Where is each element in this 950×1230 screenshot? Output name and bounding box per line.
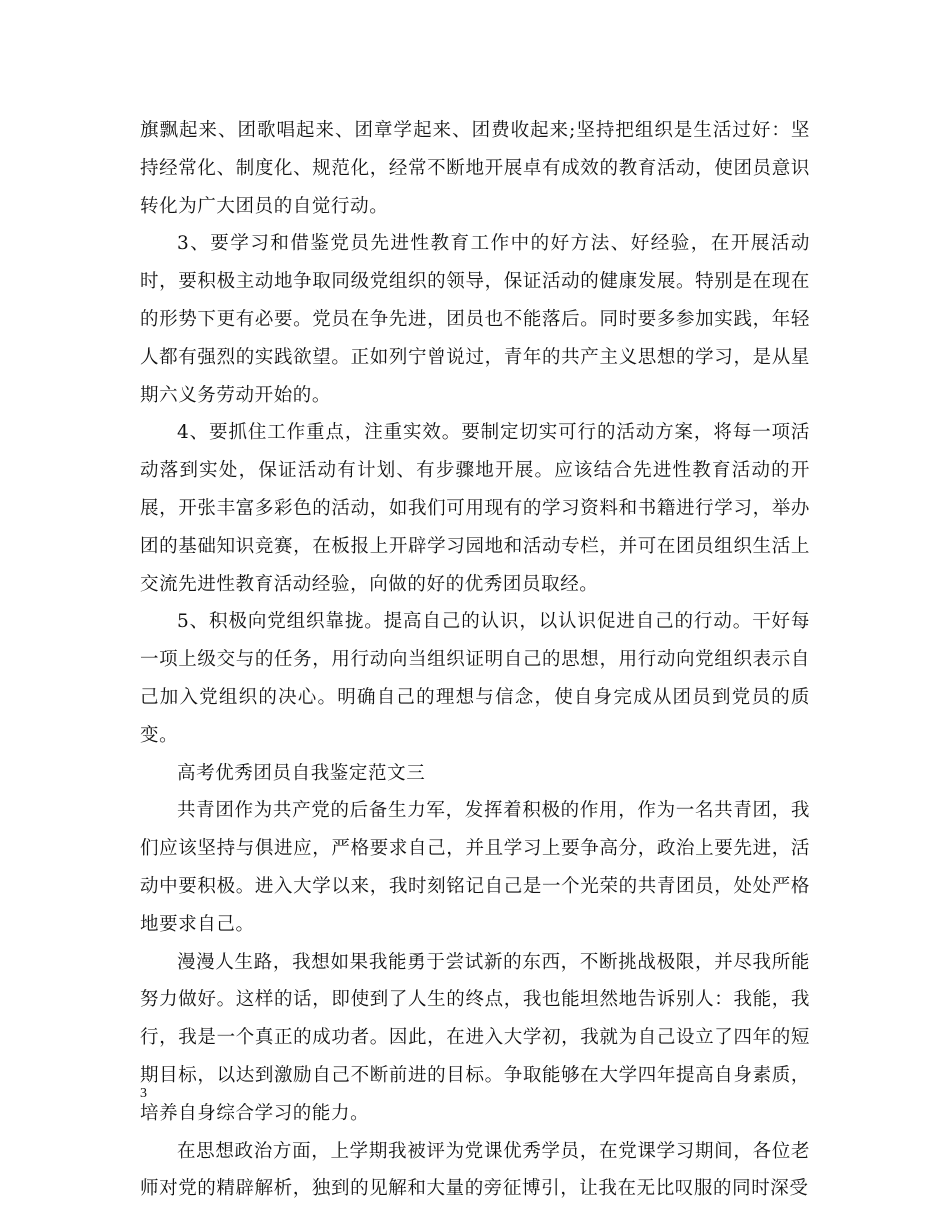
- paragraph-item-3: 3、要学习和借鉴党员先进性教育工作中的好方法、好经验，在开展活动时，要积极主动地争取同级党组织的领导，保证活动的健康发展。特别是在现在的形势下更有必要。党员在争先进，团员也不能落后。同时要多参加实践，年轻人都有强烈的实践欲望。正如列宁曾说过，青年的共产主义思想的学习，是从星期六义务劳动开始的。: [140, 233, 810, 406]
- paragraph-continuation: 旗飘起来、团歌唱起来、团章学起来、团费收起来;坚持把组织是生活过好：坚持经常化、制度化、规范化，经常不断地开展卓有成效的教育活动，使团员意识转化为广大团员的自觉行动。: [140, 120, 810, 217]
- paragraph-item-5: 5、积极向党组织靠拢。提高自己的认识，以认识促进自己的行动。干好每一项上级交与的任务，用行动向当组织证明自己的思想，用行动向党组织表示自己加入党组织的决心。明确自己的理想与信念，使自身完成从团员到党员的质变。: [140, 611, 810, 746]
- paragraph-life-goals: 漫漫人生路，我想如果我能勇于尝试新的东西，不断挑战极限，并尽我所能努力做好。这样的话，即使到了人生的终点，我也能坦然地告诉别人：我能，我行，我是一个真正的成功者。因此，在进入大学初，我就为自己设立了四年的短期目标，以达到激励自己不断前进的目标。争取能够在大学四年提高自身素质，培养自身综合学习的能力。: [140, 951, 810, 1124]
- paragraph-political-thought: 在思想政治方面，上学期我被评为党课优秀学员，在党课学习期间，各位老师对党的精辟解析，独到的见解和大量的旁征博引，让我在无比叹服的同时深受: [140, 1140, 810, 1200]
- paragraph-intro: 共青团作为共产党的后备生力军，发挥着积极的作用，作为一名共青团，我们应该坚持与俱进应，严格要求自己，并且学习上要争高分，政治上要先进，活动中要积极。进入大学以来，我时刻铭记自己是一个光荣的共青团员，处处严格地要求自己。: [140, 800, 810, 935]
- section-heading: 高考优秀团员自我鉴定范文三: [177, 762, 426, 784]
- paragraph-item-4: 4、要抓住工作重点，注重实效。要制定切实可行的活动方案，将每一项活动落到实处，保证活动有计划、有步骤地开展。应该结合先进性教育活动的开展，开张丰富多彩色的活动，如我们可用现有的学习资料和书籍进行学习，举办团的基础知识竞赛，在板报上开辟学习园地和活动专栏，并可在团员组织生活上交流先进性教育活动经验，向做的好的优秀团员取经。: [140, 422, 810, 595]
- page-number: 3: [140, 1086, 147, 1101]
- document-body: [140, 112, 810, 1208]
